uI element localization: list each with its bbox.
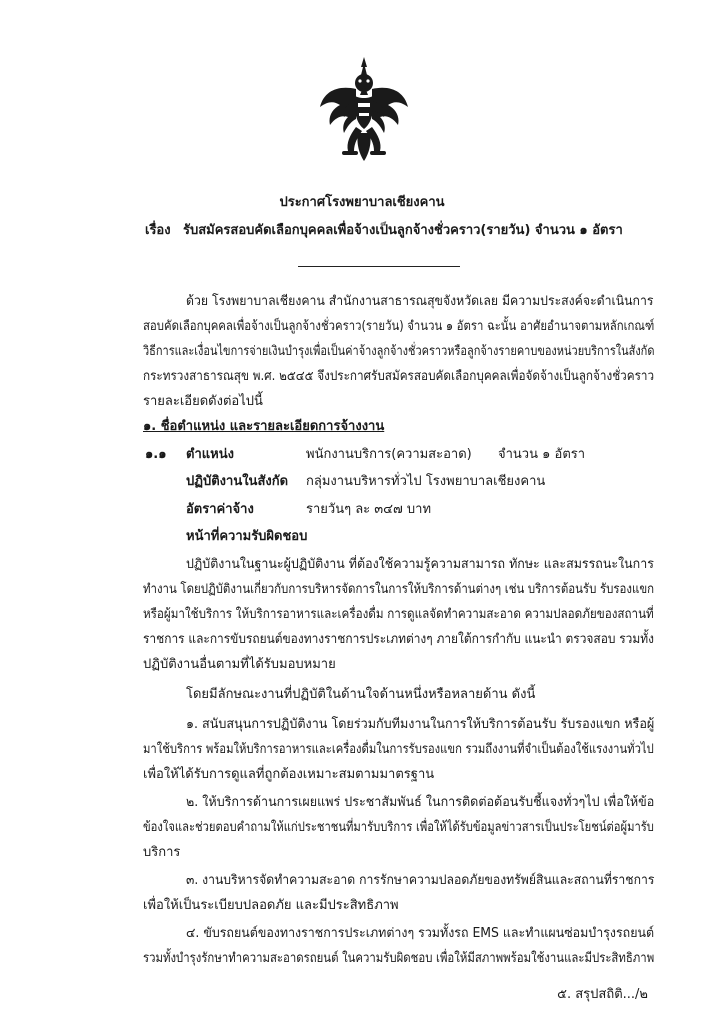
duties-line: ปฏิบัติงานในฐานะผู้ปฏิบัติงาน ที่ต้องใช้ความรู้ความสามารถ ทักษะ และสมรรถนะในการ bbox=[186, 557, 654, 572]
dept-value: กลุ่มงานบริหารทั่วไป โรงพยาบาลเชียงคาน bbox=[306, 474, 546, 489]
position-count: จำนวน ๑ อัตรา bbox=[498, 447, 586, 462]
intro-line: รายละเอียดดังต่อไปนี้ bbox=[143, 394, 263, 409]
item-line: เพื่อให้ได้รับการดูแลที่ถูกต้องเหมาะสมตามมาตรฐาน bbox=[143, 767, 435, 782]
dept-label: ปฏิบัติงานในสังกัด bbox=[186, 474, 289, 489]
item-line: รวมทั้งบำรุงรักษาทำความสะอาดรถยนต์ ในความรับผิดชอบ เพื่อให้มีสภาพพร้อมใช้งานและมีประสิทธิภาพ bbox=[143, 951, 655, 966]
item-line: ๒. ให้บริการด้านการเผยแพร่ ประชาสัมพันธ์ ในการติดต่อต้อนรับชี้แจงทั่วๆไป เพื่อให้ข้อ bbox=[186, 795, 655, 810]
item-line: มาใช้บริการ พร้อมให้บริการอาหารและเครื่องดื่มในการรับรองแขก รวมถึงงานที่จำเป็นต้องใช้แรงงานทั่วไป bbox=[143, 742, 654, 757]
wage-label: อัตราค่าจ้าง bbox=[186, 502, 254, 517]
duties-line: ทำงาน โดยปฏิบัติงานเกี่ยวกับการบริหารจัดการในการให้บริการด้านต่างๆ เช่น บริการต้อนรับ รับรองแขก bbox=[143, 582, 655, 597]
duties-line: ปฏิบัติงานอื่นตามที่ได้รับมอบหมาย bbox=[143, 657, 336, 672]
item-line: ๓. งานบริหารจัดทำความสะอาด การรักษาความปลอดภัยของทรัพย์สินและสถานที่ราชการ bbox=[186, 873, 655, 888]
intro-line: ด้วย โรงพยาบาลเชียงคาน สำนักงานสาธารณสุขจังหวัดเลย มีความประสงค์จะดำเนินการ bbox=[186, 294, 654, 309]
item-line: ๔. ขับรถยนต์ของทางราชการประเภทต่างๆ รวมทั้งรถ EMS และทำแผนซ่อมบำรุงรถยนต์ bbox=[186, 926, 655, 941]
intro-line: สอบคัดเลือกบุคคลเพื่อจ้างเป็นลูกจ้างชั่วคราว(รายวัน) จำนวน ๑ อัตรา ฉะนั้น อาศัยอำนาจตามหลักเกณฑ์ bbox=[143, 319, 655, 334]
position-value: พนักงานบริการ(ความสะอาด) bbox=[306, 447, 472, 462]
page-continuation: ๕. สรุปสถิติ.../๒ bbox=[557, 987, 648, 1002]
separator-line bbox=[298, 266, 460, 267]
section-heading: ๑. ชื่อตำแหน่ง และรายละเอียดการจ้างงาน bbox=[143, 419, 385, 434]
wage-value: รายวันๆ ละ ๓๔๗ บาท bbox=[306, 502, 432, 517]
subject-text: รับสมัครสอบคัดเลือกบุคคลเพื่อจ้างเป็นลูกจ้างชั่วคราว(รายวัน) จำนวน ๑ อัตรา bbox=[183, 223, 623, 238]
page-title: ประกาศโรงพยาบาลเชียงคาน bbox=[279, 195, 445, 210]
intro-line: กระทรวงสาธารณสุข พ.ศ. ๒๕๔๕ จึงประกาศรับสมัครสอบคัดเลือกบุคคลเพื่อจัดจ้างเป็นลูกจ้างชั่วคราว bbox=[143, 369, 655, 384]
position-label: ตำแหน่ง bbox=[186, 447, 234, 462]
item-number: ๑.๑ bbox=[145, 447, 167, 462]
item-line: เพื่อให้เป็นระเบียบปลอดภัย และมีประสิทธิภาพ bbox=[143, 898, 399, 913]
duties-line: ราชการ และการขับรถยนต์ของทางราชการประเภทต่างๆ ภายใต้การกำกับ แนะนำ ตรวจสอบ รวมทั้ง bbox=[143, 632, 654, 647]
item-line: บริการ bbox=[143, 845, 181, 860]
subject-label: เรื่อง bbox=[145, 223, 171, 238]
duties-line: หรือผู้มาใช้บริการ ให้บริการอาหารและเครื่องดื่ม การดูแลจัดทำความสะอาด ความปลอดภัยของสถานที่ bbox=[143, 607, 654, 622]
duties-heading: หน้าที่ความรับผิดชอบ bbox=[186, 529, 308, 544]
item-line: ข้องใจและช่วยตอบคำถามให้แก่ประชาชนที่มารับบริการ เพื่อให้ได้รับข้อมูลข่าวสารเป็นประโยชน์ต่อผู้มารับ bbox=[143, 820, 654, 835]
garuda-emblem bbox=[318, 55, 410, 163]
intro-line: วิธีการและเงื่อนไขการจ่ายเงินบำรุงเพื่อเป็นค่าจ้างลูกจ้างชั่วคราวหรือลูกจ้างรายคาบของหน่วยบริการในสังกัด bbox=[143, 344, 655, 359]
characteristics-line: โดยมีลักษณะงานที่ปฏิบัติในด้านใจด้านหนึ่งหรือหลายด้าน ดังนี้ bbox=[186, 687, 536, 702]
item-line: ๑. สนับสนุนการปฏิบัติงาน โดยร่วมกับทีมงานในการให้บริการต้อนรับ รับรองแขก หรือผู้ bbox=[186, 717, 655, 732]
